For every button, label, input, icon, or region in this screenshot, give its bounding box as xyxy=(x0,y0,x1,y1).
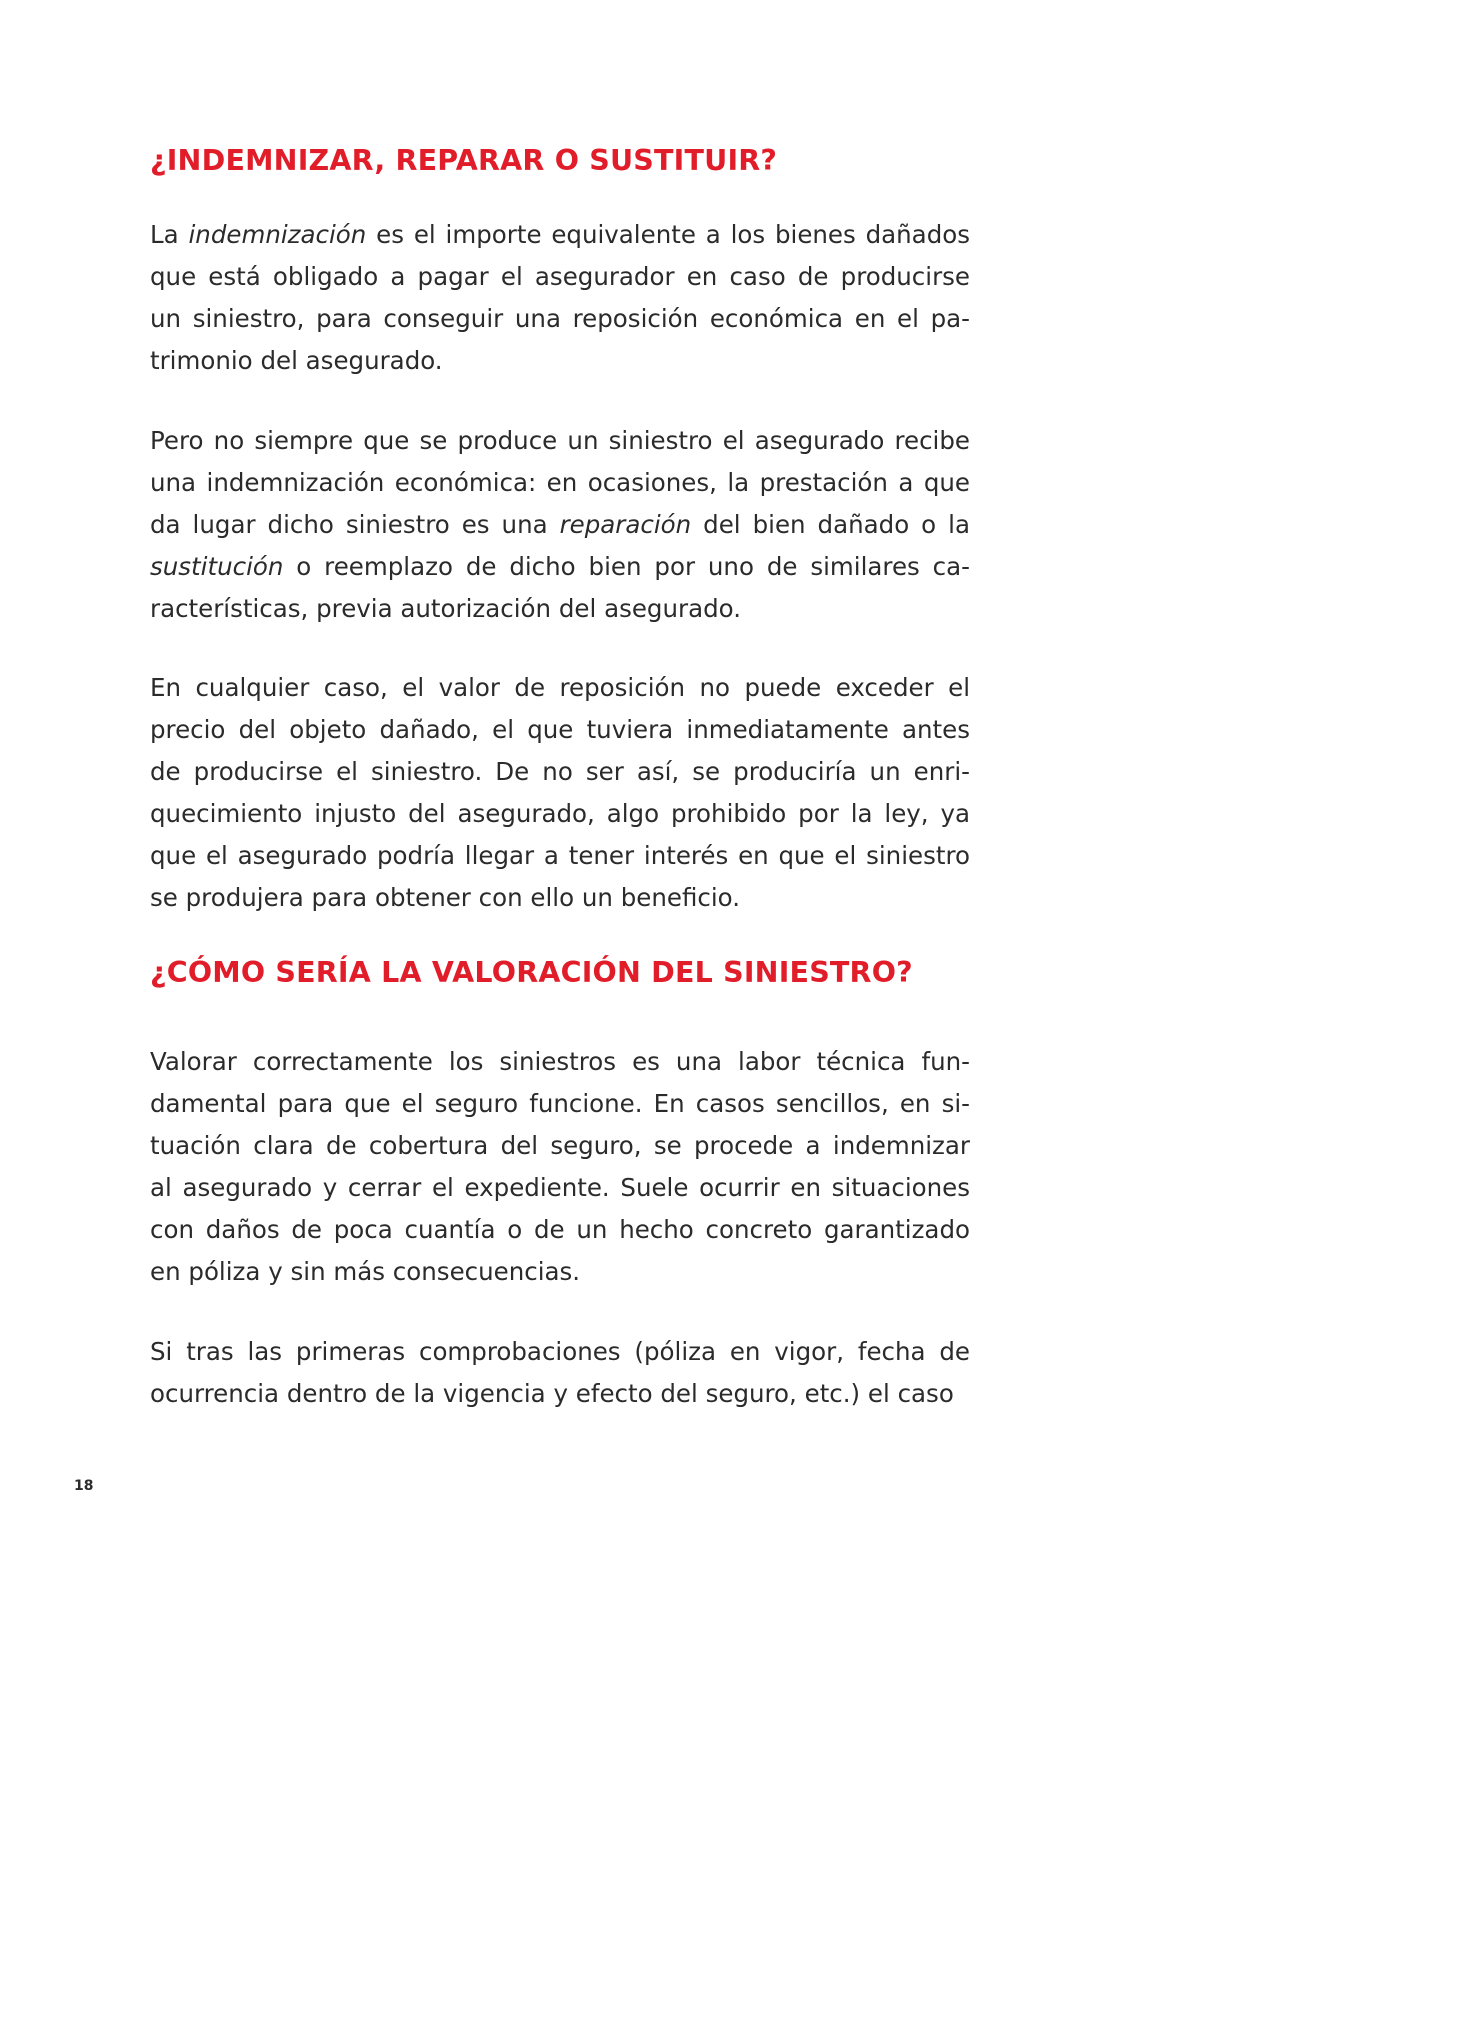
text-run: se produjera para obtener con ello un beneficio. xyxy=(150,883,741,912)
text-run: En cualquier caso, el valor de reposición no puede exceder el xyxy=(150,673,970,702)
text-line xyxy=(150,709,970,751)
emphasized-term: sustitución xyxy=(150,552,284,581)
text-line xyxy=(150,420,970,462)
text-run: que el asegurado podría llegar a tener interés en que el siniestro xyxy=(150,841,970,870)
text-line xyxy=(150,1251,970,1293)
text-line xyxy=(150,1041,970,1083)
paragraph-comprobaciones xyxy=(150,1331,970,1415)
section-heading-valoracion: ¿CÓMO SERÍA LA VALORACIÓN DEL SINIESTRO? xyxy=(150,956,913,989)
text-run: al asegurado y cerrar el expediente. Suele ocurrir en situaciones xyxy=(150,1173,970,1202)
emphasized-term: reparación xyxy=(559,510,692,539)
text-line xyxy=(150,667,970,709)
text-run: o reemplazo de dicho bien por uno de similares ca- xyxy=(283,552,970,581)
text-line xyxy=(150,340,970,382)
text-run: Pero no siempre que se produce un siniestro el asegurado recibe xyxy=(150,426,970,455)
text-line xyxy=(150,504,970,546)
text-line xyxy=(150,462,970,504)
text-line xyxy=(150,877,970,919)
text-run: del bien dañado o la xyxy=(691,510,970,539)
text-run: de producirse el siniestro. De no ser así, se produciría un enri- xyxy=(150,757,970,786)
paragraph-reposicion xyxy=(150,667,970,919)
paragraph-reparacion xyxy=(150,420,970,630)
text-run: racterísticas, previa autorización del asegurado. xyxy=(150,594,741,623)
text-run: Si tras las primeras comprobaciones (póliza en vigor, fecha de xyxy=(150,1337,970,1366)
text-line xyxy=(150,298,970,340)
text-line xyxy=(150,793,970,835)
text-line xyxy=(150,546,970,588)
text-line xyxy=(150,1083,970,1125)
text-line xyxy=(150,256,970,298)
text-run: con daños de poca cuantía o de un hecho concreto garantizado xyxy=(150,1215,970,1244)
text-run: quecimiento injusto del asegurado, algo prohibido por la ley, ya xyxy=(150,799,970,828)
emphasized-term: indemnización xyxy=(188,220,367,249)
paragraph-indemnizacion xyxy=(150,214,970,382)
text-run: una indemnización económica: en ocasiones, la prestación a que xyxy=(150,468,970,497)
text-line xyxy=(150,1331,970,1373)
text-line xyxy=(150,835,970,877)
paragraph-valorar xyxy=(150,1041,970,1293)
text-run: precio del objeto dañado, el que tuviera inmediatamente antes xyxy=(150,715,970,744)
text-run: trimonio del asegurado. xyxy=(150,346,443,375)
text-line xyxy=(150,1125,970,1167)
text-run: ocurrencia dentro de la vigencia y efecto del seguro, etc.) el caso xyxy=(150,1379,954,1408)
text-run: La xyxy=(150,220,189,249)
text-line xyxy=(150,214,970,256)
text-run: que está obligado a pagar el asegurador en caso de producirse xyxy=(150,262,970,291)
text-line xyxy=(150,588,970,630)
text-run: Valorar correctamente los siniestros es una labor técnica fun- xyxy=(150,1047,970,1076)
text-line xyxy=(150,751,970,793)
text-run: un siniestro, para conseguir una reposición económica en el pa- xyxy=(150,304,970,333)
text-run: es el importe equivalente a los bienes dañados xyxy=(366,220,970,249)
section-heading-indemnizar: ¿INDEMNIZAR, REPARAR O SUSTITUIR? xyxy=(150,144,778,177)
text-line xyxy=(150,1373,970,1415)
text-run: en póliza y sin más consecuencias. xyxy=(150,1257,581,1286)
text-run: tuación clara de cobertura del seguro, se procede a indemnizar xyxy=(150,1131,970,1160)
text-line xyxy=(150,1167,970,1209)
text-line xyxy=(150,1209,970,1251)
text-run: damental para que el seguro funcione. En casos sencillos, en si- xyxy=(150,1089,970,1118)
text-run: da lugar dicho siniestro es una xyxy=(150,510,560,539)
page-number: 18 xyxy=(74,1478,94,1494)
